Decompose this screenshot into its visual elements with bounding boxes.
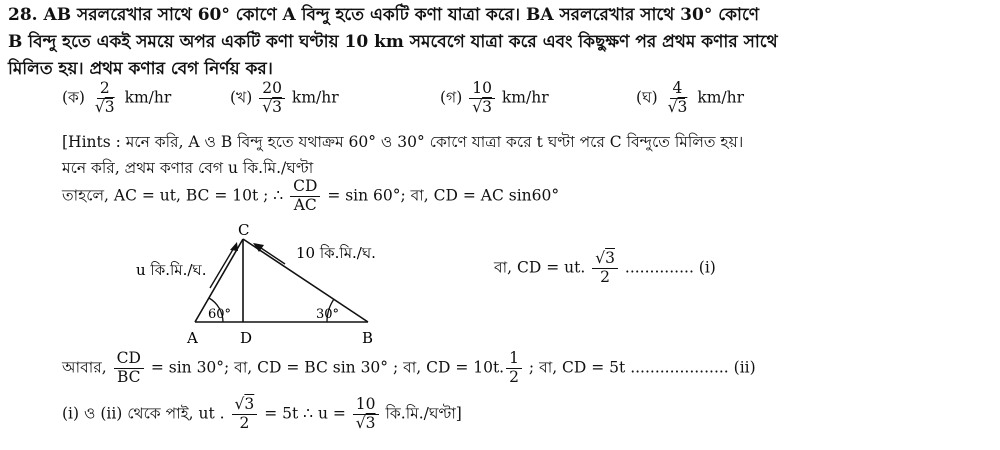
hint-line-5: আবার, $\frac{CD}{BC}$ = sin 30°; বা, CD = BC sin 30° ; বা, CD = 10t. $\frac{1}{2}$ ; বা, CD = 5t .................... (ii)	[62, 349, 756, 386]
option-label: (খ)	[230, 88, 253, 107]
question-text-2: B বিন্দু হতে একই সময়ে অপর একটি কণা ঘণ্টায় 10 km সমবেগে যাত্রা করে এবং কিছুক্ষণ পর প্রথম কণার সাথে	[8, 32, 778, 52]
question-line-1	[8, 2, 759, 30]
label-u-speed: u কি.মি./ঘ.	[136, 261, 207, 279]
velocity-arrowhead-a	[230, 242, 238, 251]
option-gha[interactable]	[636, 80, 744, 117]
option-fraction: 10 √ 3	[469, 80, 495, 117]
hint-line-6: (i) ও (ii) থেকে পাই, ut . √ $\frac{3}{2}$ = 5t ∴ u = 10 √ 3 কি.মি./ঘণ্টা]	[62, 396, 462, 433]
option-fraction: 2 √ 3	[92, 80, 118, 117]
question-text-3: মিলিত হয়। প্রথম কণার বেগ নির্ণয় কর।	[8, 59, 273, 79]
angle-label-a: 60°	[208, 307, 232, 322]
cd-ac-fraction: $\frac{CD}{AC}$	[290, 178, 320, 215]
hint-line-1: [Hints : মনে করি, A ও B বিন্দু হতে যথাক্রম 60° ও 30° কোণে যাত্রা করে t ঘণ্টা পরে C বিন্দুতে মিলিত হয়।	[62, 133, 744, 151]
option-label: (ক)	[62, 88, 85, 107]
option-unit: km/hr	[697, 88, 745, 107]
option-unit: km/hr	[501, 88, 549, 107]
option-kha[interactable]	[230, 80, 339, 117]
option-label: (ঘ)	[636, 88, 658, 107]
angle-label-b: 30°	[316, 307, 340, 322]
label-d: D	[240, 329, 253, 347]
option-ga[interactable]	[440, 80, 549, 117]
label-c: C	[238, 222, 250, 239]
hint-line-2: মনে করি, প্রথম কণার বেগ u কি.মি./ঘণ্টা	[62, 159, 314, 177]
question-number: 28.	[8, 5, 38, 25]
velocity-arrow-b	[258, 246, 285, 264]
velocity-arrow-a	[210, 246, 235, 288]
equation-i: বা, CD = ut. √ $\frac{3}{2}$ .............. (i)	[494, 250, 716, 287]
option-ka[interactable]	[62, 80, 171, 117]
option-unit: km/hr	[291, 88, 339, 107]
label-10-speed: 10 কি.মি./ঘ.	[296, 244, 376, 262]
label-a: A	[187, 329, 198, 347]
triangle-diagram	[130, 222, 400, 350]
label-b: B	[362, 329, 374, 347]
hint-line-3: তাহলে, AC = ut, BC = 10t ; ∴ $\frac{CD}{AC}$ = sin 60°; বা, CD = AC sin60°	[62, 177, 560, 214]
option-unit: km/hr	[124, 88, 172, 107]
option-label: (গ)	[440, 88, 463, 107]
question-text-1: AB সরলরেখার সাথে 60° কোণে A বিন্দু হতে একটি কণা যাত্রা করে। BA সরলরেখার সাথে 30° কোণে	[43, 5, 760, 25]
option-fraction: 4 √ 3	[665, 80, 691, 117]
option-fraction: 20 √ 3	[259, 80, 285, 117]
